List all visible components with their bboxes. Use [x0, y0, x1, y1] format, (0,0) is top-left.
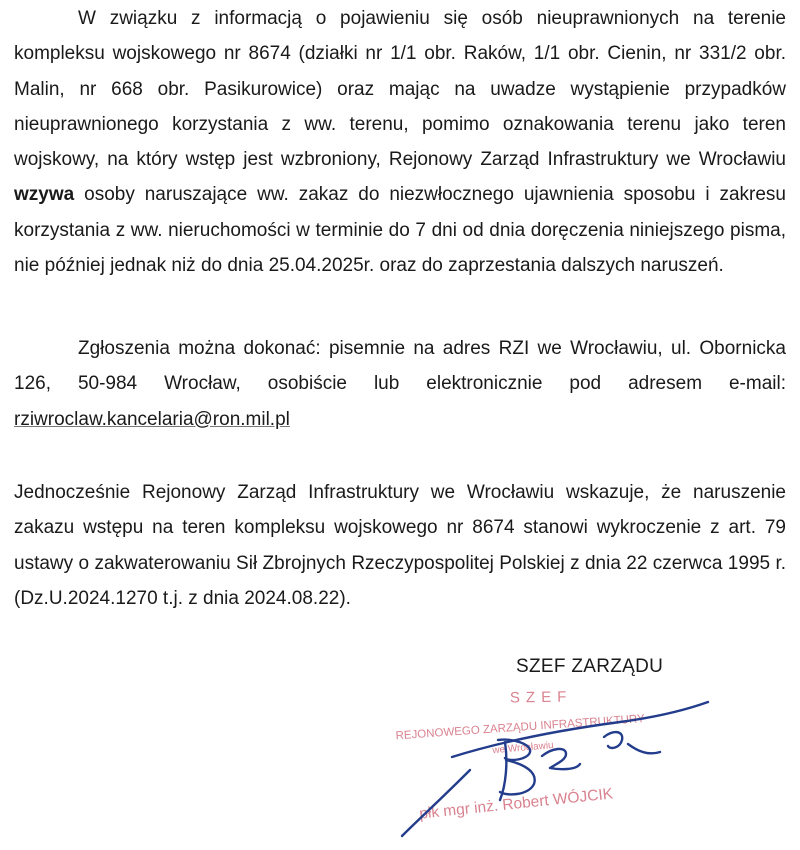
- email-link[interactable]: rziwroclaw.kancelaria@ron.mil.pl: [14, 408, 290, 430]
- submissions-text: Zgłoszenia można dokonać: pisemnie na adres RZI we Wrocławiu, ul. Obornicka 126, 50-984 Wrocław, osobiście lub elektronicznie pod adresem e-mail:: [14, 338, 786, 395]
- paragraph-summons: [14, 1, 786, 283]
- paragraph-offence-notice: [14, 475, 786, 616]
- stamp-line1: SZEF: [509, 688, 573, 707]
- stamp-name: płk mgr inż. Robert WÓJCIK: [418, 785, 614, 823]
- stamp-line3: we Wrocławiu: [491, 739, 555, 757]
- summons-text-part2: osoby naruszające ww. zakaz do niezwłocznego ujawnienia sposobu i zakresu korzystania z ww. nieruchomości w terminie do 7 dni od dnia doręczenia niniejszego pisma, nie później jednak niż do dnia 25.04.2025r. oraz do zaprzestania dalszych naruszeń.: [14, 184, 786, 277]
- paragraph-submissions: [14, 331, 786, 437]
- offence-text: Jednocześnie Rejonowy Zarząd Infrastruktury we Wrocławiu wskazuje, że naruszenie zakazu wstępu na teren kompleksu wojskowego nr 8674 stanowi wykroczenie z art. 79 ustawy o zakwaterowaniu Sił Zbrojnych Rzeczypospolitej Polskiej z dnia 22 czerwca 1995 r. (Dz.U.2024.1270 t.j. z dnia 2024.08.22).: [14, 482, 786, 609]
- handwritten-signature: [402, 702, 708, 836]
- signature-title: SZEF ZARZĄDU: [516, 656, 664, 677]
- summons-text-part1: W związku z informacją o pojawieniu się osób nieuprawnionych na terenie kompleksu wojskowego nr 8674 (działki nr 1/1 obr. Raków, 1/1 obr. Cienin, nr 331/2 obr. Malin, nr 668 obr. Pasikurowice) oraz mając na uwadze wystąpienie przypadków nieuprawnionego korzystania z ww. terenu, pomimo oznakowania terenu jako teren wojskowy, na który wstęp jest wzbroniony, Rejonowy Zarząd Infrastruktury we Wrocławiu: [14, 8, 786, 171]
- summons-bold-word: wzywa: [14, 184, 75, 206]
- stamp-line2: REJONOWEGO ZARZĄDU INFRASTRUKTURY: [395, 713, 646, 743]
